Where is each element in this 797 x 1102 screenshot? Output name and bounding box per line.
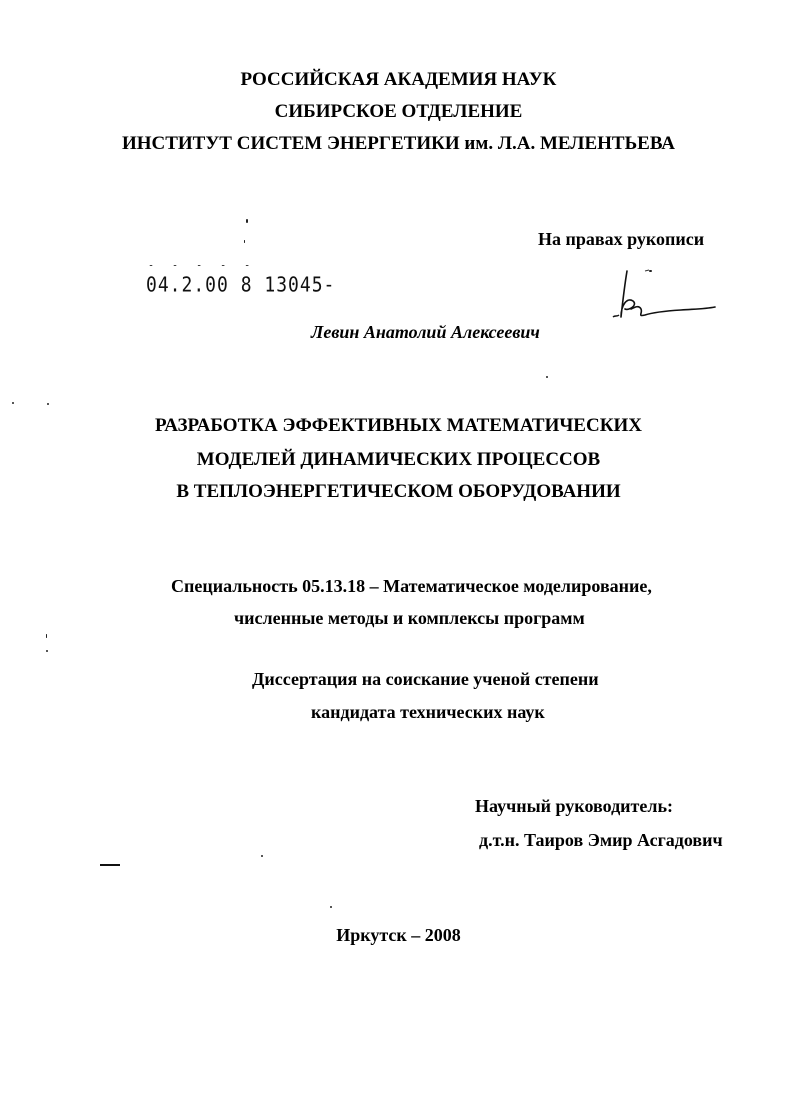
speck	[546, 376, 548, 378]
signature-icon	[605, 265, 720, 330]
title-line-1: РАЗРАБОТКА ЭФФЕКТИВНЫХ МАТЕМАТИЧЕСКИХ	[155, 415, 642, 436]
specialty-line-1: Специальность 05.13.18 – Математическое моделирование,	[171, 576, 652, 596]
header-institute: ИНСТИТУТ СИСТЕМ ЭНЕРГЕТИКИ им. Л.А. МЕЛЕНТЬЕВА	[121, 133, 676, 154]
stamp-number: 04.2.00 8 13045-	[146, 273, 336, 298]
manuscript-note: На правах рукописи	[538, 229, 705, 249]
specialty-line-2: численные методы и комплексы программ	[234, 608, 585, 628]
speck	[649, 270, 652, 272]
speck	[46, 650, 48, 652]
speck	[12, 402, 14, 404]
degree-line-2: кандидата технических наук	[311, 702, 545, 722]
speck	[47, 403, 49, 405]
speck	[244, 240, 245, 243]
margin-dash	[100, 864, 120, 866]
degree-line-1: Диссертация на соискание ученой степени	[252, 669, 599, 689]
author-name: Левин Анатолий Алексеевич	[311, 322, 540, 342]
speck	[246, 219, 248, 223]
header-academy: РОССИЙСКАЯ АКАДЕМИЯ НАУК	[240, 69, 557, 90]
supervisor-name: д.т.н. Таиров Эмир Асгадович	[479, 830, 723, 850]
registration-stamp	[146, 259, 336, 298]
city-year: Иркутск – 2008	[336, 925, 461, 945]
speck	[46, 634, 47, 638]
speck	[261, 855, 263, 857]
header-branch: СИБИРСКОЕ ОТДЕЛЕНИЕ	[274, 101, 523, 122]
speck	[330, 906, 332, 908]
title-line-2: МОДЕЛЕЙ ДИНАМИЧЕСКИХ ПРОЦЕССОВ	[196, 449, 601, 470]
supervisor-label: Научный руководитель:	[475, 796, 673, 816]
title-line-3: В ТЕПЛОЭНЕРГЕТИЧЕСКОМ ОБОРУДОВАНИИ	[176, 481, 621, 502]
stamp-dashes: - - - - -	[148, 259, 257, 272]
